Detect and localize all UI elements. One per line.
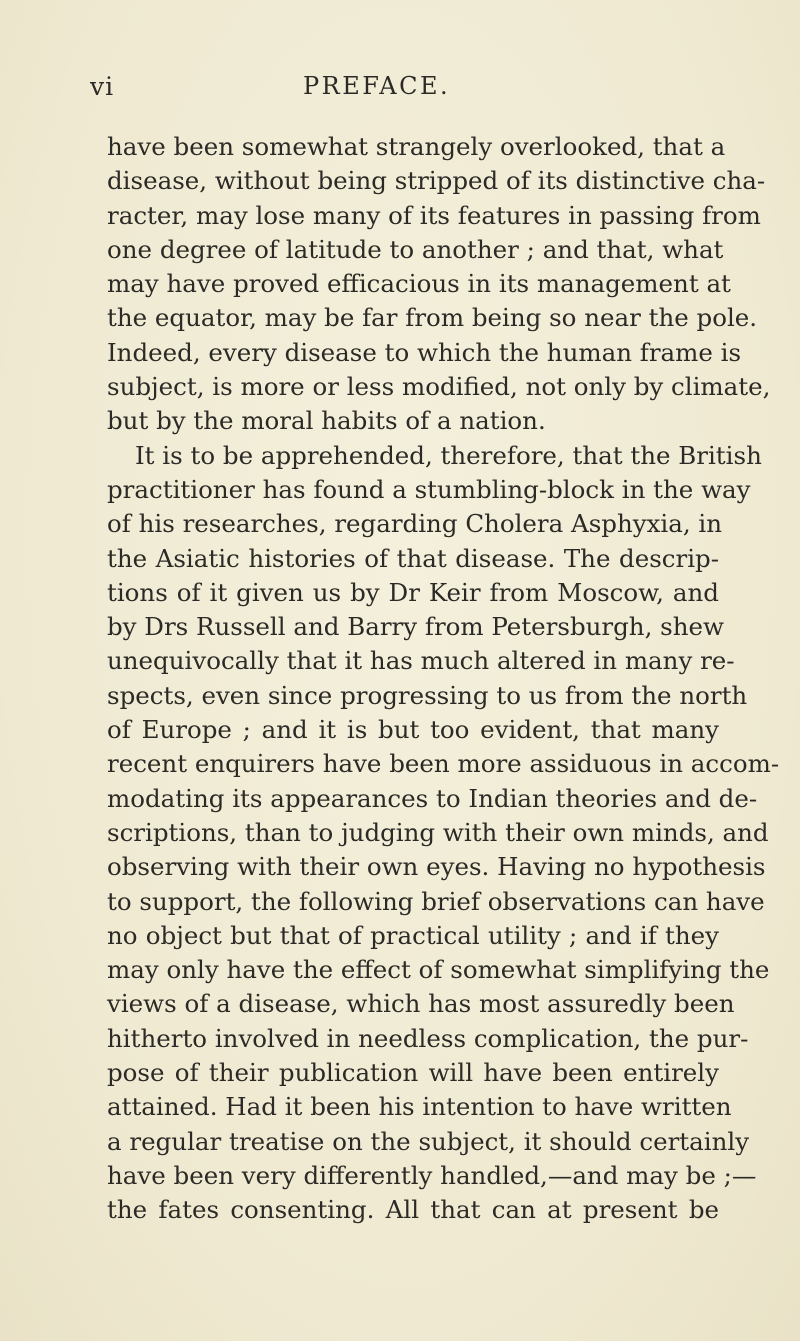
text-line: racter, may lose many of its features in passing from [107, 200, 761, 230]
text-line: observing with their own eyes. Having no hypothesis [107, 852, 766, 882]
text-line: the fates consenting. All that can at present be [107, 1195, 719, 1225]
page-number: vi [90, 72, 115, 101]
text-line: no object but that of practical utility ; and if they [107, 920, 719, 950]
text-line: of his researches, regarding Cholera Asphyxia, in [107, 509, 723, 539]
text-line: have been somewhat strangely overlooked, that a [107, 132, 726, 161]
text-line: have been very differently handled,—and may be ;— [107, 1160, 757, 1190]
text-line: may have proved efficacious in its management at [107, 269, 731, 299]
text-line: a regular treatise on the subject, it should certainly [107, 1126, 750, 1156]
text-line: attained. Had it been his intention to have written [107, 1092, 732, 1122]
paragraph-end-line: but by the moral habits of a nation. [107, 406, 546, 436]
text-line: subject, is more or less modified, not only by climate, [107, 372, 771, 402]
text-line: one degree of latitude to another ; and that, what [107, 234, 724, 264]
text-line: hitherto involved in needless complication, the pur- [107, 1023, 749, 1053]
text-line: the Asiatic histories of that disease. The descrip- [107, 543, 719, 573]
text-line: disease, without being stripped of its distinctive cha- [107, 166, 766, 196]
text-line: Indeed, every disease to which the human frame is [107, 337, 742, 367]
text-line: modating its appearances to Indian theories and de- [107, 783, 758, 813]
text-line: recent enquirers have been more assiduous in accom- [107, 749, 780, 779]
text-line: practitioner has found a stumbling-block in the way [107, 474, 751, 504]
text-line: by Drs Russell and Barry from Petersburgh, shew [107, 612, 724, 642]
text-line: scriptions, than to judging with their own minds, and [107, 817, 769, 847]
body-text [107, 130, 780, 1228]
running-title: PREFACE. [303, 72, 451, 100]
text-line: pose of their publication will have been entirely [107, 1058, 719, 1088]
text-line: unequivocally that it has much altered in many re- [107, 646, 735, 676]
text-line: tions of it given us by Dr Keir from Moscow, and [107, 577, 719, 607]
text-line: views of a disease, which has most assuredly been [107, 989, 735, 1019]
text-line: the equator, may be far from being so near the pole. [107, 303, 758, 333]
text-line: spects, even since progressing to us from the north [107, 680, 748, 710]
text-line: of Europe ; and it is but too evident, that many [107, 715, 719, 745]
paragraph-start-line: It is to be apprehended, therefore, that the British [135, 440, 762, 470]
text-line: may only have the effect of somewhat simplifying the [107, 955, 770, 985]
text-line: to support, the following brief observations can have [107, 886, 765, 916]
running-head [0, 72, 800, 112]
